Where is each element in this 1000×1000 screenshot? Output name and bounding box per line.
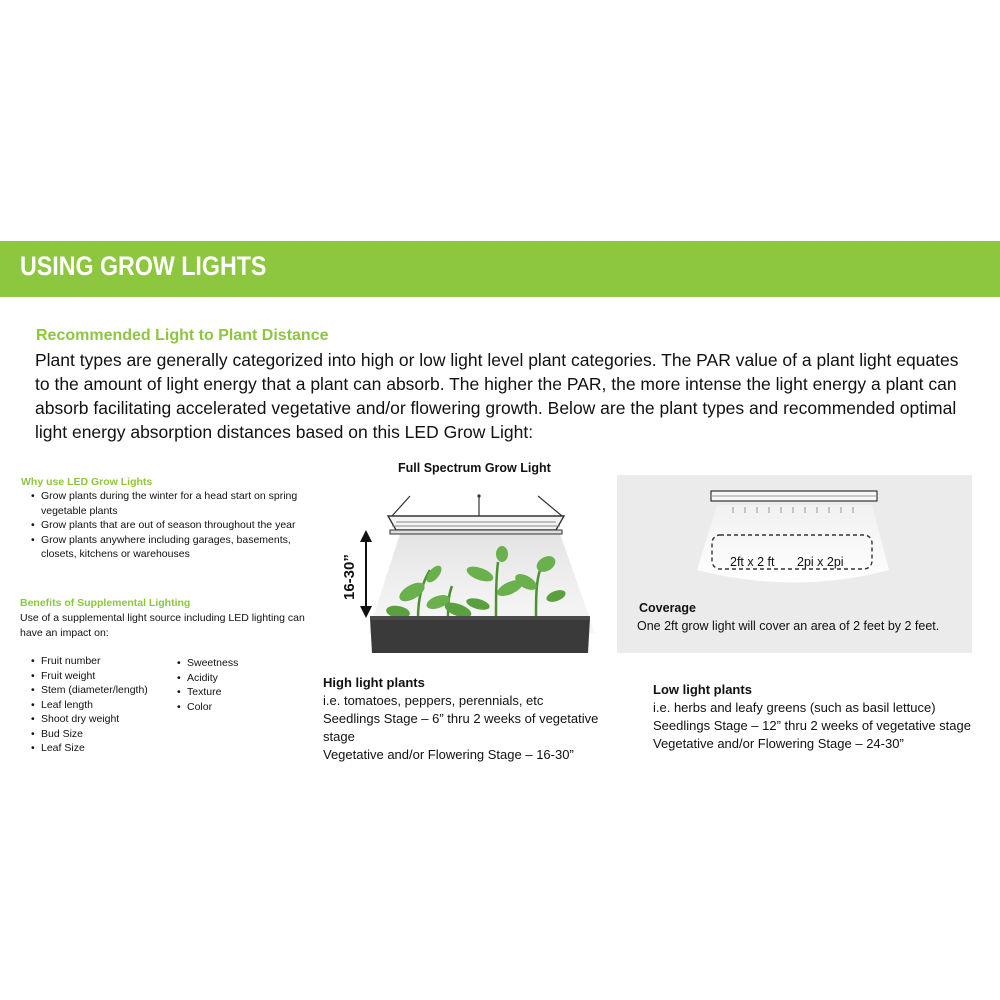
coverage-label-right: 2pi x 2pi <box>797 555 844 569</box>
coverage-title: Coverage <box>639 601 696 615</box>
tube-light-icon <box>711 491 877 501</box>
list-item: Vegetative and/or Flowering Stage – 24-30” <box>653 736 904 751</box>
coverage-text: One 2ft grow light will cover an area of 2 feet by 2 feet. <box>637 619 940 633</box>
benefits-text: Use of a supplemental light source including LED lighting can have an impact on: <box>20 612 305 639</box>
list-item: Seedlings Stage – 6” thru 2 weeks of vegetative stage <box>323 711 599 744</box>
list-item: i.e. tomatoes, peppers, perennials, etc <box>323 693 544 708</box>
distance-label: 16-30” <box>341 554 358 600</box>
list-item: • Grow plants during the winter for a head start on spring vegetable plants <box>28 489 300 518</box>
list-item: • Bud Size <box>28 727 178 742</box>
list-item: • Shoot dry weight <box>28 712 178 727</box>
high-light-title: High light plants <box>323 675 425 690</box>
list-item: • Stem (diameter/length) <box>28 683 178 698</box>
list-item: Vegetative and/or Flowering Stage – 16-30” <box>323 747 574 762</box>
distance-arrow-icon <box>360 530 372 618</box>
page-title: USING GROW LIGHTS <box>20 251 267 281</box>
header-banner <box>0 241 1000 297</box>
light-spread <box>697 505 889 583</box>
list-item: • Leaf Size <box>28 741 178 756</box>
list-item: • Leaf length <box>28 698 178 713</box>
list-item: • Texture <box>174 685 284 700</box>
list-item: • Fruit number <box>28 654 178 669</box>
benefits-list-col2 <box>174 656 284 714</box>
light-fixture-icon <box>388 516 564 534</box>
low-light-title: Low light plants <box>653 682 752 697</box>
grow-light-illustration <box>330 478 610 658</box>
section-title: Recommended Light to Plant Distance <box>36 327 329 344</box>
figure-title: Full Spectrum Grow Light <box>398 461 551 475</box>
list-item: • Acidity <box>174 671 284 686</box>
benefits-list-col1 <box>28 654 178 756</box>
list-item: • Color <box>174 700 284 715</box>
high-light-details <box>323 692 623 764</box>
coverage-label-left: 2ft x 2 ft <box>730 555 775 569</box>
why-heading: Why use LED Grow Lights <box>21 476 153 488</box>
coverage-panel <box>617 475 972 653</box>
intro-paragraph: Plant types are generally categorized into high or low light level plant categories. The PAR value of a plant light equates to the amount of light energy that a plant can absorb. The higher the PAR, the more intense the light energy a plant can absorb facilitating accelerated vegetative and/or flowering growth. Below are the plant types and recommended optimal light energy absorption distances based on this LED Grow Light: <box>35 350 959 442</box>
list-item: • Grow plants anywhere including garages, basements, closets, kitchens or warehouses <box>28 533 300 562</box>
low-light-details <box>653 699 983 753</box>
why-list <box>28 489 300 562</box>
benefits-heading: Benefits of Supplemental Lighting <box>20 597 191 609</box>
list-item: • Grow plants that are out of season throughout the year <box>28 518 300 533</box>
list-item: i.e. herbs and leafy greens (such as basil lettuce) <box>653 700 936 715</box>
list-item: Seedlings Stage – 12” thru 2 weeks of vegetative stage <box>653 718 971 733</box>
planter-tray-icon <box>370 616 590 653</box>
list-item: • Fruit weight <box>28 669 178 684</box>
list-item: • Sweetness <box>174 656 284 671</box>
coverage-illustration <box>617 475 972 595</box>
